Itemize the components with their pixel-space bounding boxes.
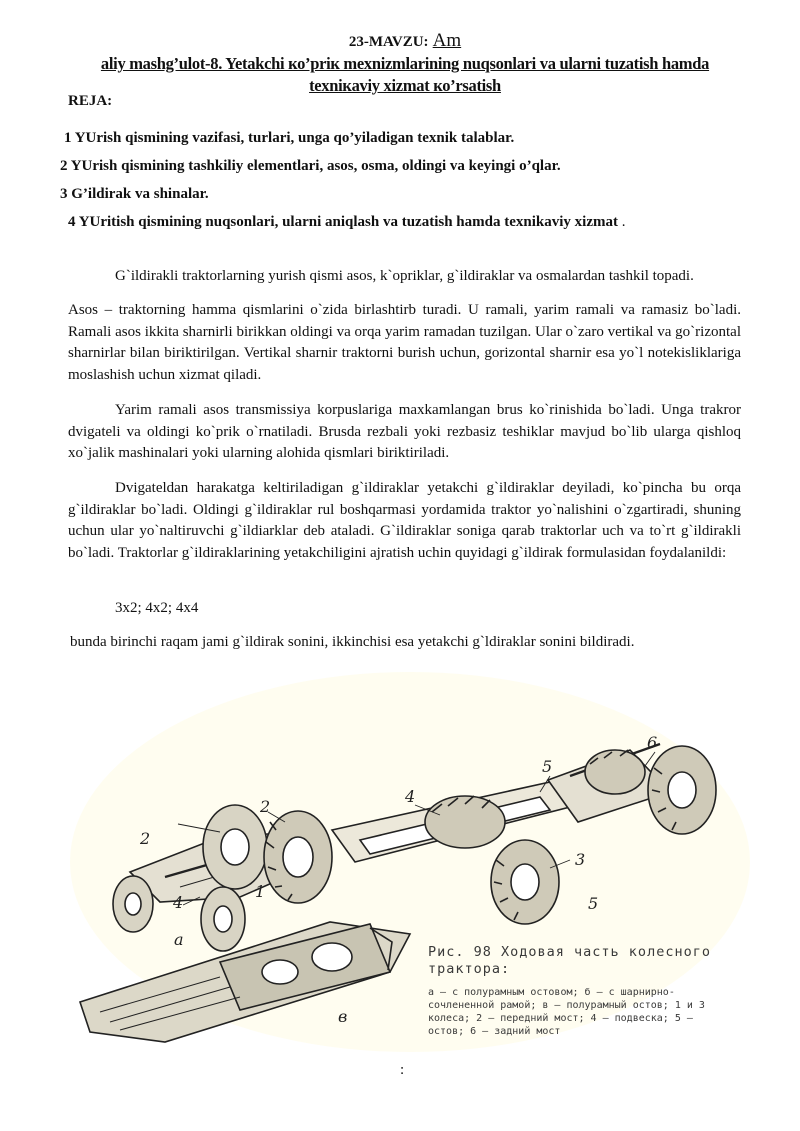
callout-label: 4	[173, 893, 184, 912]
callout-label: 5	[588, 894, 599, 913]
front-tire-right	[491, 840, 559, 924]
callout-label: 6	[647, 733, 658, 752]
callout-label: 3	[575, 850, 586, 869]
plan-item-1: 1 YUrish qismining vazifasi, turlari, unga qo’yiladigan texnik talablar.	[64, 130, 515, 146]
paragraph-3: Yarim ramali asos transmissiya korpuslariga maxkamlangan brus ko`rinishida bo`ladi. Unga trakror dvigateli va oldingi ko`prik o`rnatiladi. Brusda rezbali yoki rezbasiz teshiklar mavjud bo`lib ularga qishloq xo`jalik mashinalari yoki ularning alohida qismlari biriktiriladi.	[68, 402, 741, 461]
rear-tire-right	[648, 746, 716, 834]
caption-title: Рис. 98 Ходовая часть колесного трактора:	[428, 944, 711, 977]
plan-item-4	[68, 214, 625, 231]
footer-mark: :	[400, 1062, 405, 1078]
title-line-2: aliy mashg’ulot-8. Yetakchi ко’prік mexnizmlarining nuqsonlari va ularni tuzatish hamda	[100, 54, 710, 73]
caption-text: а — с полурамным остовом; б — с шарнирно-сочлененной рамой; в — полурамный остов; 1 и 3 колеса; 2 — передний мост; 4 — подвеска; 5 — остов; 6 — задний мост	[428, 987, 705, 1037]
callout-label: а	[174, 930, 184, 949]
plan-heading: REJA:	[68, 93, 113, 109]
title-line-3: texnікaviy xizmat ко’rsatish	[309, 76, 501, 95]
title-start: Am	[432, 30, 462, 51]
formula-explanation: bunda birinchi raqam jami g`ildirak sonini, ikkinchisi esa yetakchi g`ldiraklar sonini bildiradi.	[70, 634, 635, 650]
callout-label: 4	[405, 787, 416, 806]
callout-label: 1	[255, 882, 266, 901]
rear-wheel-right	[264, 811, 332, 903]
paragraph-4: Dvigateldan harakatga keltiriladigan g`ildiraklar yetakchi g`ildiraklar deyiladi, ko`pincha bu orqa g`ildiraklar bo`ladi. Oldingi g`ildiraklar rul boshqarmasi yordamida traktor yo`nalishini o`zgartiradi, shuning uchun ular yo`naltiruvchi g`ildiarklar deb ataladi. G`ildiraklar soniga qarab traktorlar uch va to`rt g`ildirakli bo`ladi. Traktorlar g`ildiraklarining yetakchiligini ajratish uchin quyidagi g`ildirak formulasidan foydalanildi:	[68, 480, 741, 561]
paragraph-2: Asos – traktorning hamma qismlarini o`zida birlashtirb turadi. U ramali, yarim ramali va ramasiz bo`ladi. Ramali asos ikkita sharnirli birikkan oldingi va orqa yarim ramadan tuzilgan. Ular o`zaro vertikal va go`rizontal sharnirlar bilan biriktirilgan. Vertikal sharnir traktorni burish uchun, gorizontal sharnir esa yo`l notekisliklariga moslashish uchun xizmat qiladi.	[68, 302, 741, 383]
plan-item-4-text: 4 YUritish qismining nuqsonlari, ularni aniqlash va tuzatish hamda texnikaviy xizmat	[68, 214, 618, 230]
wheel-formula: 3x2; 4x2; 4x4	[115, 600, 199, 616]
plan-item-4-dot: .	[621, 214, 626, 230]
callout-label: 2	[140, 829, 151, 848]
callout-label: 5	[542, 757, 553, 776]
plan-item-2: 2 YUrish qismining tashkiliy elementlari, asos, osma, oldingi va keyingi o’qlar.	[60, 158, 561, 174]
front-wheel-left	[113, 876, 153, 932]
plan-item-3: 3 G’ildirak va shinalar.	[60, 186, 209, 202]
rear-wheel-left	[203, 805, 267, 889]
paragraph-1: G`ildirakli traktorlarning yurish qismi asos, k`opriklar, g`ildiraklar va osmalardan tashkil topadi.	[115, 268, 694, 284]
figure-caption	[428, 944, 728, 1038]
callout-label: 2	[260, 797, 271, 816]
callout-label: в	[338, 1007, 348, 1026]
topic-label: 23-MAVZU:	[348, 34, 429, 50]
front-wheel-right	[201, 887, 245, 951]
front-tire-left	[425, 796, 505, 848]
document-title	[60, 30, 750, 97]
rear-tire-left	[585, 750, 645, 794]
